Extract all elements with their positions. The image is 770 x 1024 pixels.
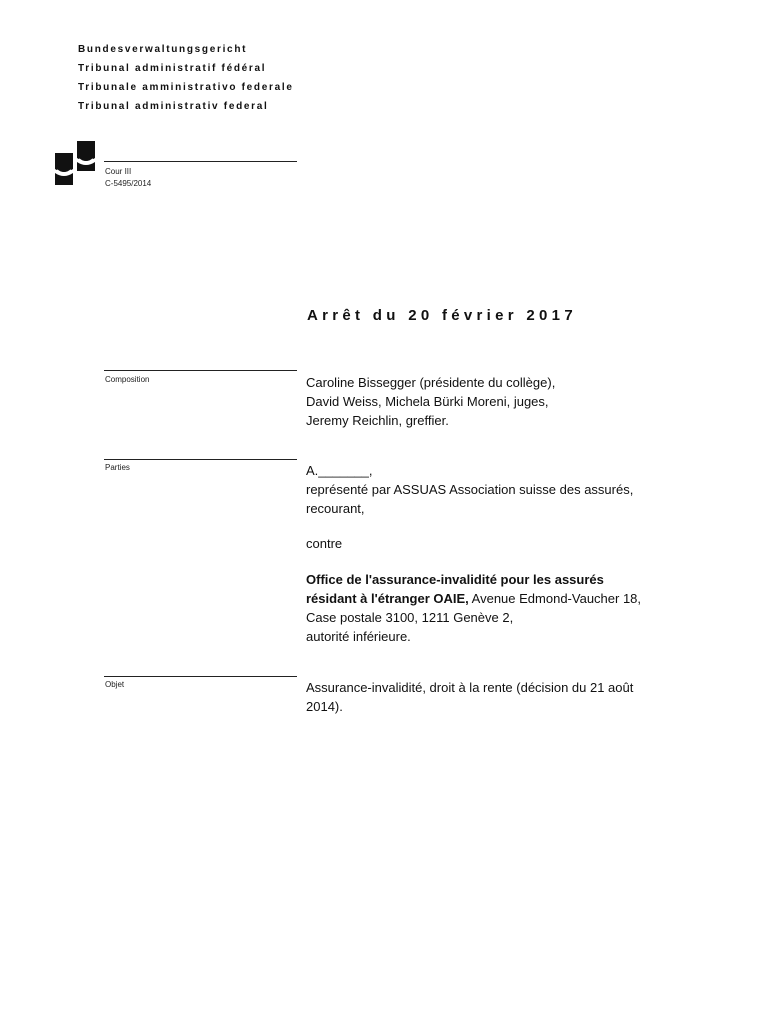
respondent-block — [306, 570, 641, 646]
court-name-italian: Tribunale amministrativo federale — [78, 82, 294, 93]
court-name-french: Tribunal administratif fédéral — [78, 63, 267, 74]
appellant-line: recourant, — [306, 501, 365, 516]
composition-line: Jeremy Reichlin, greffier. — [306, 413, 449, 428]
court-name-german: Bundesverwaltungsgericht — [78, 44, 248, 55]
composition-line: David Weiss, Michela Bürki Moreni, juges, — [306, 394, 549, 409]
subject-line: 2014). — [306, 699, 343, 714]
appellant-name: A._______, — [306, 463, 373, 478]
court-name-romansh: Tribunal administrativ federal — [78, 101, 269, 112]
court-logo-icon — [55, 141, 97, 185]
respondent-name-address-line — [306, 589, 641, 608]
composition-label: Composition — [105, 375, 150, 384]
respondent-line: autorité inférieure. — [306, 629, 411, 644]
composition-line: Caroline Bissegger (présidente du collège), — [306, 375, 556, 390]
composition-rule — [104, 370, 297, 371]
case-number: C-5495/2014 — [105, 179, 152, 188]
composition-text — [306, 373, 555, 430]
appellant-line: représenté par ASSUAS Association suisse des assurés, — [306, 482, 634, 497]
appellant-block — [306, 461, 633, 518]
parties-label: Parties — [105, 463, 130, 472]
versus-text: contre — [306, 536, 343, 551]
respondent-line: Case postale 3100, 1211 Genève 2, — [306, 610, 514, 625]
court-names — [78, 40, 294, 116]
subject-text — [306, 678, 633, 716]
respondent-name-line: Office de l'assurance-invalidité pour les assurés — [306, 572, 604, 587]
page-title: Arrêt du 20 février 2017 — [307, 307, 577, 324]
respondent-name-part: résidant à l'étranger OAIE, — [306, 591, 469, 606]
header-rule — [104, 161, 297, 162]
respondent-address-part: Avenue Edmond-Vaucher 18, — [468, 591, 642, 606]
court-division: Cour III — [105, 167, 132, 176]
subject-rule — [104, 676, 297, 677]
subject-line: Assurance-invalidité, droit à la rente (décision du 21 août — [306, 680, 634, 695]
parties-rule — [104, 459, 297, 460]
subject-label: Objet — [105, 680, 125, 689]
